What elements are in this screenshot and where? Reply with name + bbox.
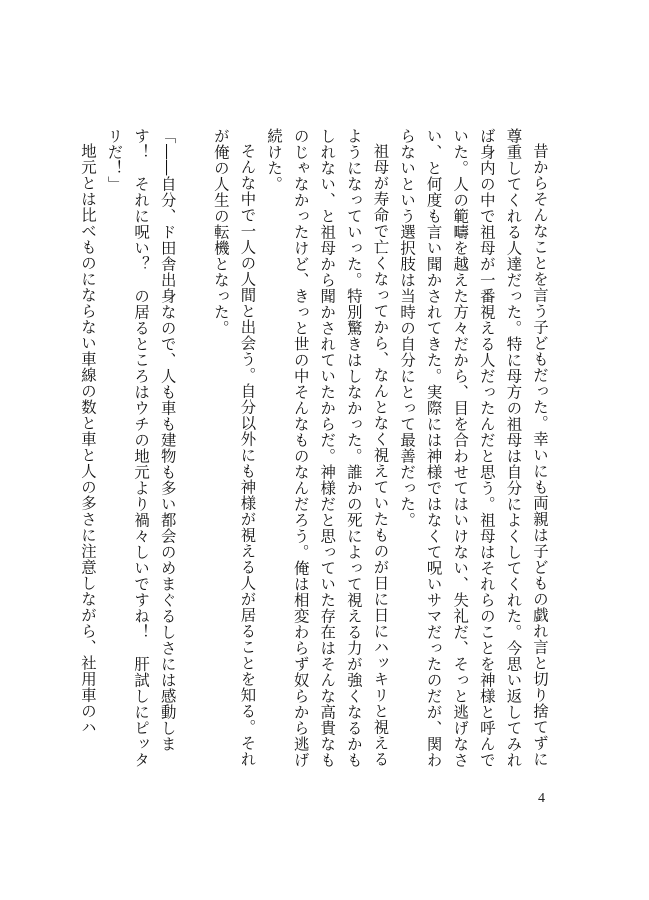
paragraph-continued: 地元とは比べものにならない車線の数と車と人の多さに注意しながら、社用車のハ — [78, 143, 97, 736]
paragraph-3: そんな中で一人の人間と出会う。自分以外にも神様が視える人が居ることを知る。それが俺の人生の転機となった。 — [211, 128, 257, 768]
paragraph-1: 昔からそんなことを言う子どもだった。幸いにも両親は子どもの戯れ言と切り捨てずに尊重してくれる人達だった。特に母方の祖母は自分によくしてくれた。今思い返してみれば身内の中で祖母が一番視える人だったんだと思う。祖母はそれらのことを神様と呼んでいた。人の範疇を越えた方々だから、目を合わせてはいけない、失礼だ、そっと逃げなさい、と何度も言い聞かされてきた。実際には神様ではなくて呪いサマだったのだが、関わらないという選択肢は当時の自分にとって最善だった。 — [398, 128, 549, 768]
vertical-text-body — [78, 128, 553, 768]
page-number: 4 — [538, 791, 545, 806]
blank-line — [181, 128, 208, 768]
dialogue-paragraph: 「――自分、ド田舎出身なので、人も車も建物も多い都会のめまぐるしさには感動します！ それに呪い？ の居るところはウチの地元より禍々しいですね！ 肝試しにピッタリだ！」 — [105, 128, 177, 768]
paragraph-2: 祖母が寿命で亡くなってから、なんとなく視えていたものが日に日にハッキリと視えるようになっていった。特別驚きはしなかった。誰かの死によって視える力が強くなるかもしれない、と祖母から聞かされていたからだ。神様だと思っていた存在はそんな高貴なものじゃなかったけど、きっと世の中そんなものなんだろう。俺は相変わらず奴らから逃げ続けた。 — [265, 128, 390, 768]
